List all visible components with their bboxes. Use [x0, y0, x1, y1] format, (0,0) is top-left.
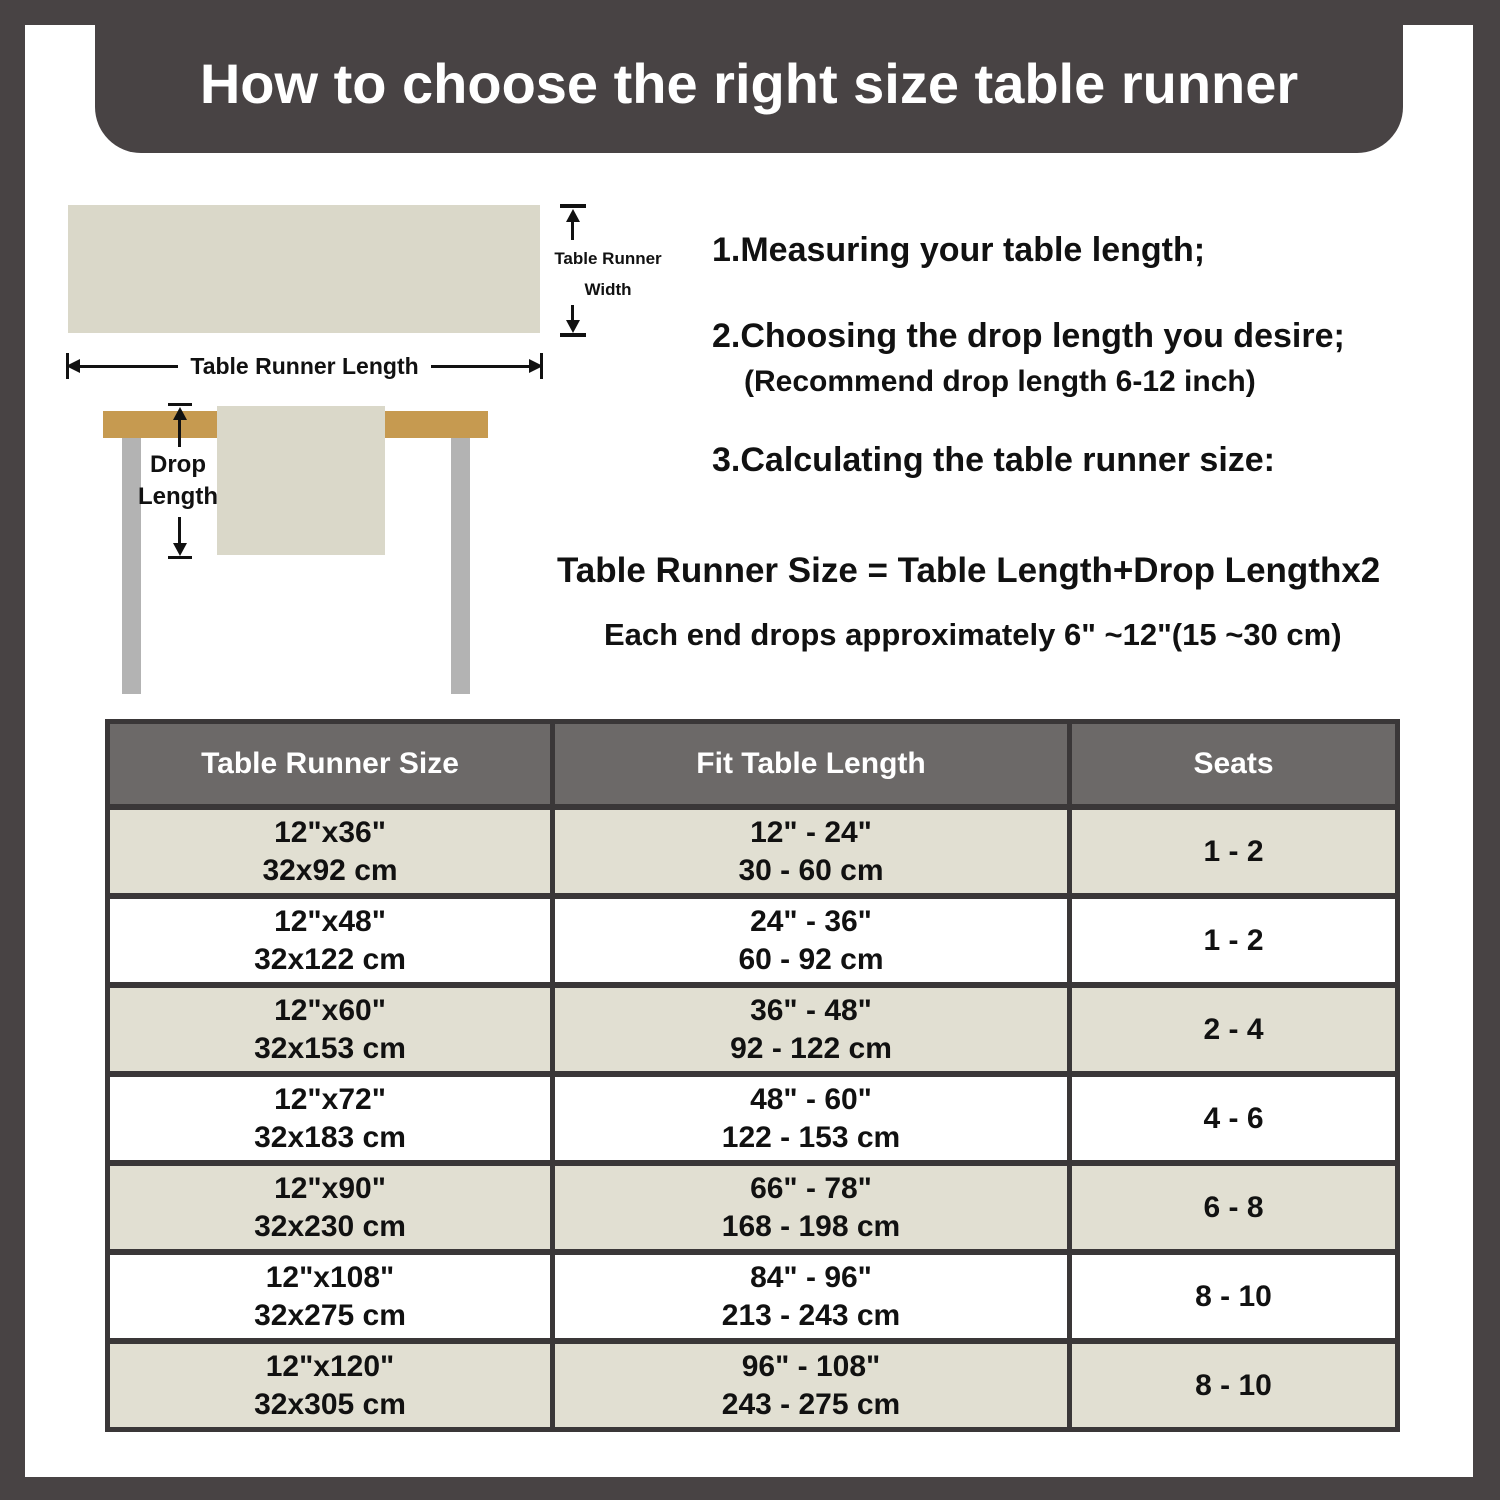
header-table-runner-size: Table Runner Size [110, 724, 550, 804]
drop-length-label [134, 449, 222, 513]
table-cell-size [110, 1255, 550, 1338]
length-dim-right-line [431, 365, 529, 368]
runner-top-view [68, 205, 540, 333]
table-cell-seats: 8 - 10 [1072, 1255, 1395, 1338]
drop-range-note: Each end drops approximately 6" ~12"(15 ~30 cm) [604, 617, 1342, 652]
table-cell-size [110, 899, 550, 982]
table-cell-seats: 4 - 6 [1072, 1077, 1395, 1160]
drop-label-line1: Drop [150, 451, 206, 478]
cell-line-inch: 36" - 48" [750, 993, 872, 1027]
cell-line-inch: 96" - 108" [741, 1349, 881, 1383]
cell-line-cm: 92 - 122 cm [730, 1031, 892, 1065]
width-dim-top-tick [560, 204, 586, 208]
cell-line-cm: 32x122 cm [254, 942, 406, 976]
cell-line-cm: 32x275 cm [254, 1298, 406, 1332]
length-dim-right-arrow-icon [529, 359, 543, 373]
cell-line-cm: 32x183 cm [254, 1120, 406, 1154]
drop-dim-top-line [178, 419, 181, 447]
header-seats: Seats [1072, 724, 1395, 804]
size-table [105, 719, 1400, 1432]
cell-line-inch: 12"x108" [265, 1260, 395, 1294]
cell-line-inch: 24" - 36" [750, 904, 872, 938]
cell-line-cm: 60 - 92 cm [738, 942, 884, 976]
drop-dim-top-tick [168, 403, 192, 406]
step-1: 1.Measuring your table length; [712, 231, 1206, 269]
cell-line-cm: 32x305 cm [254, 1387, 406, 1421]
width-label-line2: Width [584, 280, 632, 299]
runner-front-view [217, 406, 385, 555]
size-formula: Table Runner Size = Table Length+Drop Lengthx2 [557, 551, 1381, 590]
table-cell-seats: 1 - 2 [1072, 810, 1395, 893]
table-cell-fit [555, 1255, 1067, 1338]
length-dimension-label: Table Runner Length [190, 352, 419, 379]
table-cell-seats: 6 - 8 [1072, 1166, 1395, 1249]
step-2: 2.Choosing the drop length you desire; [712, 317, 1345, 355]
length-dim-left-arrow-icon [66, 359, 80, 373]
table-cell-size [110, 988, 550, 1071]
table-cell-size [110, 1077, 550, 1160]
cell-line-inch: 12"x48" [274, 904, 386, 938]
width-dim-down-arrow-icon [566, 320, 580, 333]
cell-line-cm: 30 - 60 cm [738, 853, 884, 887]
cell-line-inch: 12" - 24" [750, 815, 872, 849]
table-cell-fit [555, 899, 1067, 982]
drop-dim-down-arrow-icon [173, 543, 187, 556]
title-banner [95, 0, 1403, 153]
table-cell-seats: 2 - 4 [1072, 988, 1395, 1071]
cell-line-inch: 12"x90" [274, 1171, 386, 1205]
drop-dim-bottom-line [178, 517, 181, 545]
cell-line-cm: 213 - 243 cm [721, 1298, 901, 1332]
cell-line-inch: 12"x36" [274, 815, 386, 849]
cell-line-inch: 66" - 78" [750, 1171, 872, 1205]
cell-line-cm: 122 - 153 cm [721, 1120, 901, 1154]
cell-line-inch: 48" - 60" [750, 1082, 872, 1116]
cell-line-cm: 32x230 cm [254, 1209, 406, 1243]
cell-line-inch: 12"x60" [274, 993, 386, 1027]
table-cell-fit [555, 1344, 1067, 1427]
table-leg-right [451, 438, 470, 694]
width-label-line1: Table Runner [554, 249, 662, 268]
cell-line-inch: 12"x72" [274, 1082, 386, 1116]
cell-line-cm: 32x92 cm [262, 853, 398, 887]
table-cell-seats: 8 - 10 [1072, 1344, 1395, 1427]
length-dim-left-line [80, 365, 178, 368]
cell-line-cm: 168 - 198 cm [721, 1209, 901, 1243]
table-cell-fit [555, 810, 1067, 893]
step-2-note: (Recommend drop length 6-12 inch) [744, 365, 1256, 398]
width-dim-top-line [571, 221, 574, 240]
table-cell-size [110, 1166, 550, 1249]
length-dimension [66, 351, 543, 381]
cell-line-cm: 243 - 275 cm [721, 1387, 901, 1421]
cell-line-inch: 84" - 96" [750, 1260, 872, 1294]
cell-line-inch: 12"x120" [265, 1349, 395, 1383]
table-cell-fit [555, 1077, 1067, 1160]
page-title: How to choose the right size table runner [199, 52, 1299, 115]
table-cell-size [110, 1344, 550, 1427]
cell-line-cm: 32x153 cm [254, 1031, 406, 1065]
table-cell-seats: 1 - 2 [1072, 899, 1395, 982]
header-fit-table-length: Fit Table Length [555, 724, 1067, 804]
drop-dim-bottom-tick [168, 556, 192, 559]
width-dim-bottom-tick [560, 333, 586, 337]
table-cell-fit [555, 1166, 1067, 1249]
width-dimension-label [534, 243, 682, 305]
table-cell-size [110, 810, 550, 893]
step-3: 3.Calculating the table runner size: [712, 441, 1276, 479]
table-cell-fit [555, 988, 1067, 1071]
drop-label-line2: Length [138, 483, 218, 510]
